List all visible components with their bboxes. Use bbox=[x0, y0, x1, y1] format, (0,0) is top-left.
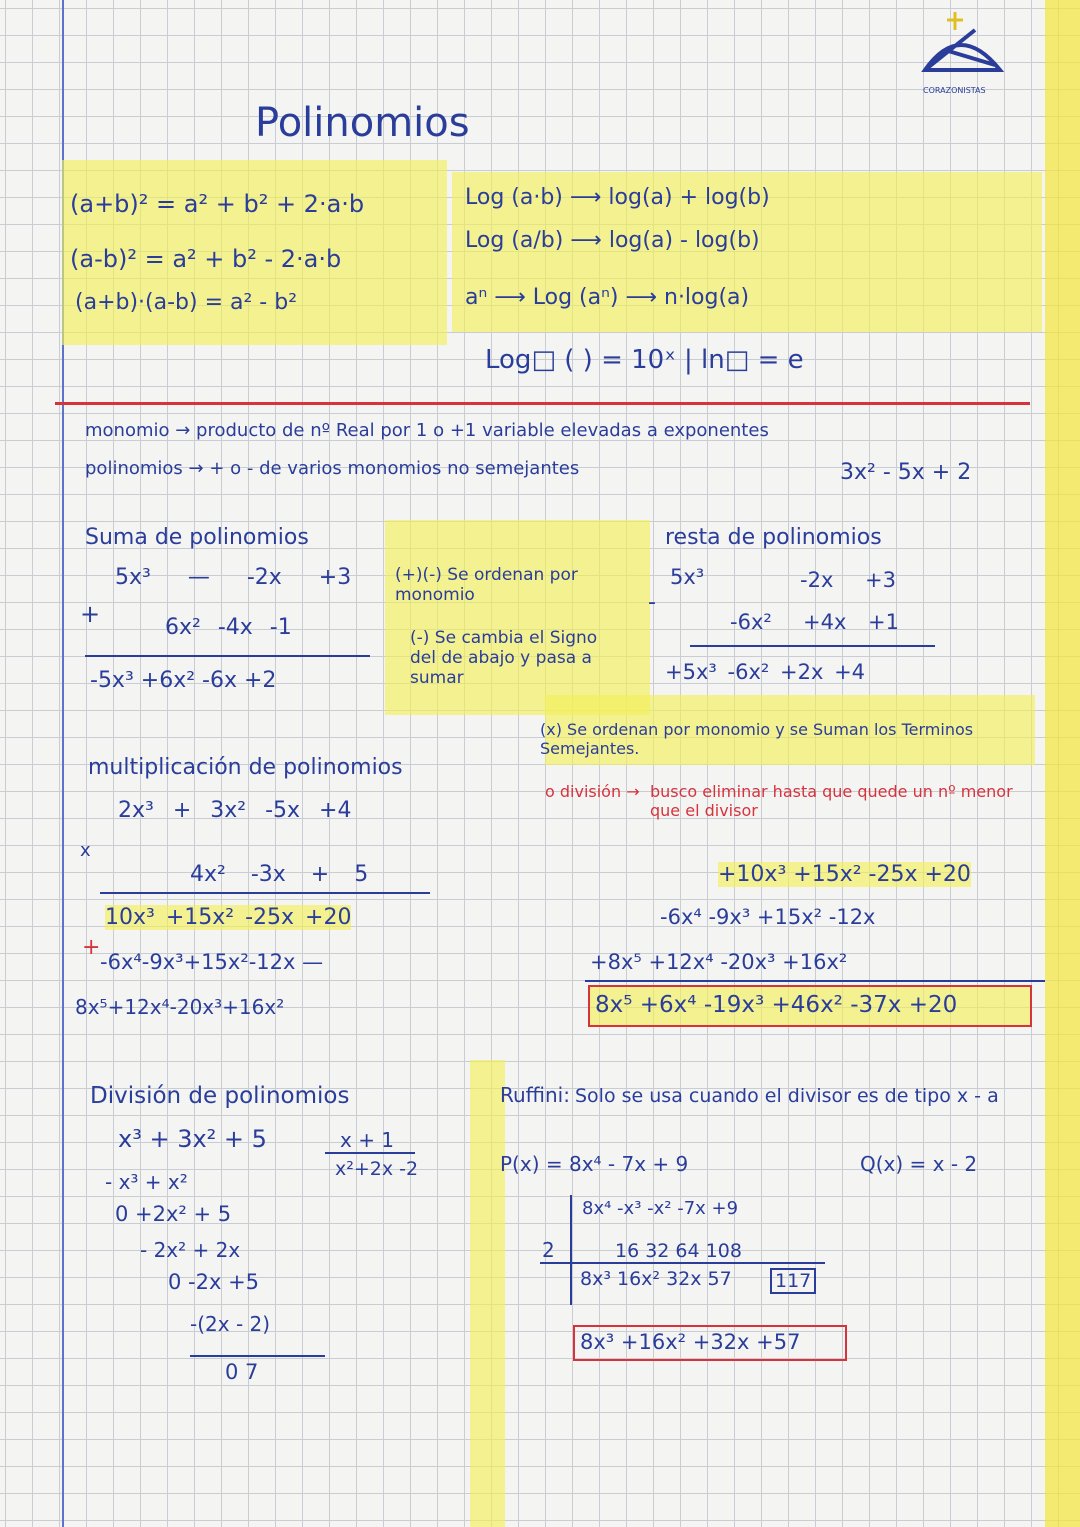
ruffini-answer: 8x³ +16x² +32x +57 bbox=[580, 1330, 801, 1354]
plus-sign: + bbox=[82, 935, 101, 960]
ruffini-remainder: 117 bbox=[770, 1268, 816, 1294]
dividend: x³ + 3x² + 5 bbox=[118, 1125, 267, 1153]
identity: (a+b)·(a-b) = a² - b² bbox=[75, 290, 298, 315]
resta-cell: +5x³ bbox=[665, 660, 717, 684]
ruffini-coefficients: 8x⁴ -x³ -x² -7x +9 bbox=[582, 1198, 739, 1219]
identity: (a-b)² = a² + b² - 2·a·b bbox=[70, 245, 342, 273]
sum-line bbox=[190, 1355, 325, 1357]
ruffini-root: 2 bbox=[542, 1238, 555, 1262]
resta-cell: -2x bbox=[800, 568, 834, 592]
division-step: - 2x² + 2x bbox=[140, 1238, 241, 1262]
definition: polinomios → + o - de varios monomios no semejantes bbox=[85, 458, 580, 479]
log-rule: Log (a·b) ⟶ log(a) + log(b) bbox=[465, 185, 770, 210]
note: (x) Se ordenan por monomio y se Suman los Terminos Semejantes. bbox=[540, 720, 974, 758]
polynomial-p: P(x) = 8x⁴ - 7x + 9 bbox=[500, 1152, 689, 1176]
sum-line bbox=[585, 980, 1045, 982]
resta-cell: +2x bbox=[779, 660, 824, 684]
resta-cell: +3 bbox=[865, 568, 896, 592]
mult-right-row: +10x³ +15x² -25x +20 bbox=[718, 862, 971, 887]
log-rule: aⁿ ⟶ Log (aⁿ) ⟶ n·log(a) bbox=[465, 285, 750, 310]
highlight bbox=[470, 1060, 505, 1527]
divisor: x + 1 bbox=[340, 1128, 395, 1152]
resta-sign: - bbox=[648, 590, 656, 615]
division-remainder: 0 7 bbox=[225, 1360, 259, 1384]
resta-cell: -6x² bbox=[727, 660, 770, 684]
ruffini-line bbox=[540, 1262, 825, 1264]
ruffini-result: 8x³ 16x² 32x 57 bbox=[580, 1268, 732, 1290]
mult-total: 8x⁵ +6x⁴ -19x³ +46x² -37x +20 bbox=[595, 992, 958, 1018]
sum-line bbox=[85, 655, 370, 657]
page-title: Polinomios bbox=[255, 100, 470, 146]
suma-sign: + bbox=[80, 600, 101, 628]
result-box bbox=[573, 1325, 847, 1361]
ruffini-desc: Solo se usa cuando el divisor es de tipo x - a bbox=[575, 1085, 999, 1107]
result-box bbox=[588, 985, 1032, 1027]
suma-row: 5x³ — -2x +3 bbox=[115, 565, 352, 590]
resta-result bbox=[665, 660, 865, 684]
division-step: 0 -2x +5 bbox=[168, 1270, 260, 1294]
corazonistas-logo bbox=[915, 10, 1010, 100]
resta-cell: +1 bbox=[868, 610, 899, 634]
log-rule: Log□ ( ) = 10ˣ | ln□ = e bbox=[485, 345, 804, 375]
divider bbox=[55, 402, 1030, 405]
log-rule: Log (a/b) ⟶ log(a) - log(b) bbox=[465, 228, 760, 253]
mult-right-row: +8x⁵ +12x⁴ -20x³ +16x² bbox=[590, 950, 848, 974]
section-title: División de polinomios bbox=[90, 1083, 350, 1109]
division-step: 0 +2x² + 5 bbox=[115, 1202, 232, 1226]
section-title: Ruffini: bbox=[500, 1083, 570, 1107]
sum-line bbox=[100, 892, 430, 894]
resta-cell: +4 bbox=[834, 660, 866, 684]
mult-right-row: -6x⁴ -9x³ +15x² -12x bbox=[660, 905, 876, 929]
suma-row: 6x² -4x -1 bbox=[165, 615, 292, 640]
divisor-line bbox=[325, 1152, 415, 1154]
mult-partial: 8x⁵+12x⁴-20x³+16x² bbox=[75, 995, 285, 1019]
resta-cell: 5x³ bbox=[670, 565, 705, 589]
division-step: - x³ + x² bbox=[105, 1170, 188, 1194]
mult-partial: 10x³ +15x² -25x +20 bbox=[105, 905, 352, 930]
section-title: Suma de polinomios bbox=[85, 525, 309, 550]
ruffini-mid: 16 32 64 108 bbox=[615, 1240, 742, 1262]
sum-line bbox=[690, 645, 935, 647]
page-edge bbox=[1045, 0, 1080, 1527]
suma-result: -5x³ +6x² -6x +2 bbox=[90, 668, 277, 693]
note: (+)(-) Se ordenan por monomio bbox=[395, 565, 578, 605]
logo-text: CORAZONISTAS bbox=[923, 86, 986, 95]
polynomial-q: Q(x) = x - 2 bbox=[860, 1152, 978, 1176]
resta-cell: +4x bbox=[803, 610, 847, 634]
example: 3x² - 5x + 2 bbox=[840, 460, 972, 485]
note: busco eliminar hasta que quede un nº menor que el divisor bbox=[650, 782, 1013, 820]
division-step: -(2x - 2) bbox=[190, 1312, 271, 1336]
definition: monomio → producto de nº Real por 1 o +1 variable elevadas a exponentes bbox=[85, 420, 769, 441]
mult-partial: -6x⁴-9x³+15x²-12x — bbox=[100, 950, 324, 974]
identity: (a+b)² = a² + b² + 2·a·b bbox=[70, 190, 365, 218]
mult-sign: x bbox=[80, 840, 91, 861]
quotient: x²+2x -2 bbox=[335, 1158, 419, 1180]
note: (-) Se cambia el Signo del de abajo y pasa a sumar bbox=[410, 628, 598, 688]
mult-row: 4x² -3x + 5 bbox=[190, 862, 369, 887]
section-title: multiplicación de polinomios bbox=[88, 755, 403, 780]
resta-cell: -6x² bbox=[730, 610, 772, 634]
mult-row: 2x³ + 3x² -5x +4 bbox=[118, 798, 352, 823]
section-title: resta de polinomios bbox=[665, 525, 882, 550]
note-label: o división → bbox=[545, 782, 640, 801]
ruffini-bar bbox=[570, 1195, 572, 1305]
